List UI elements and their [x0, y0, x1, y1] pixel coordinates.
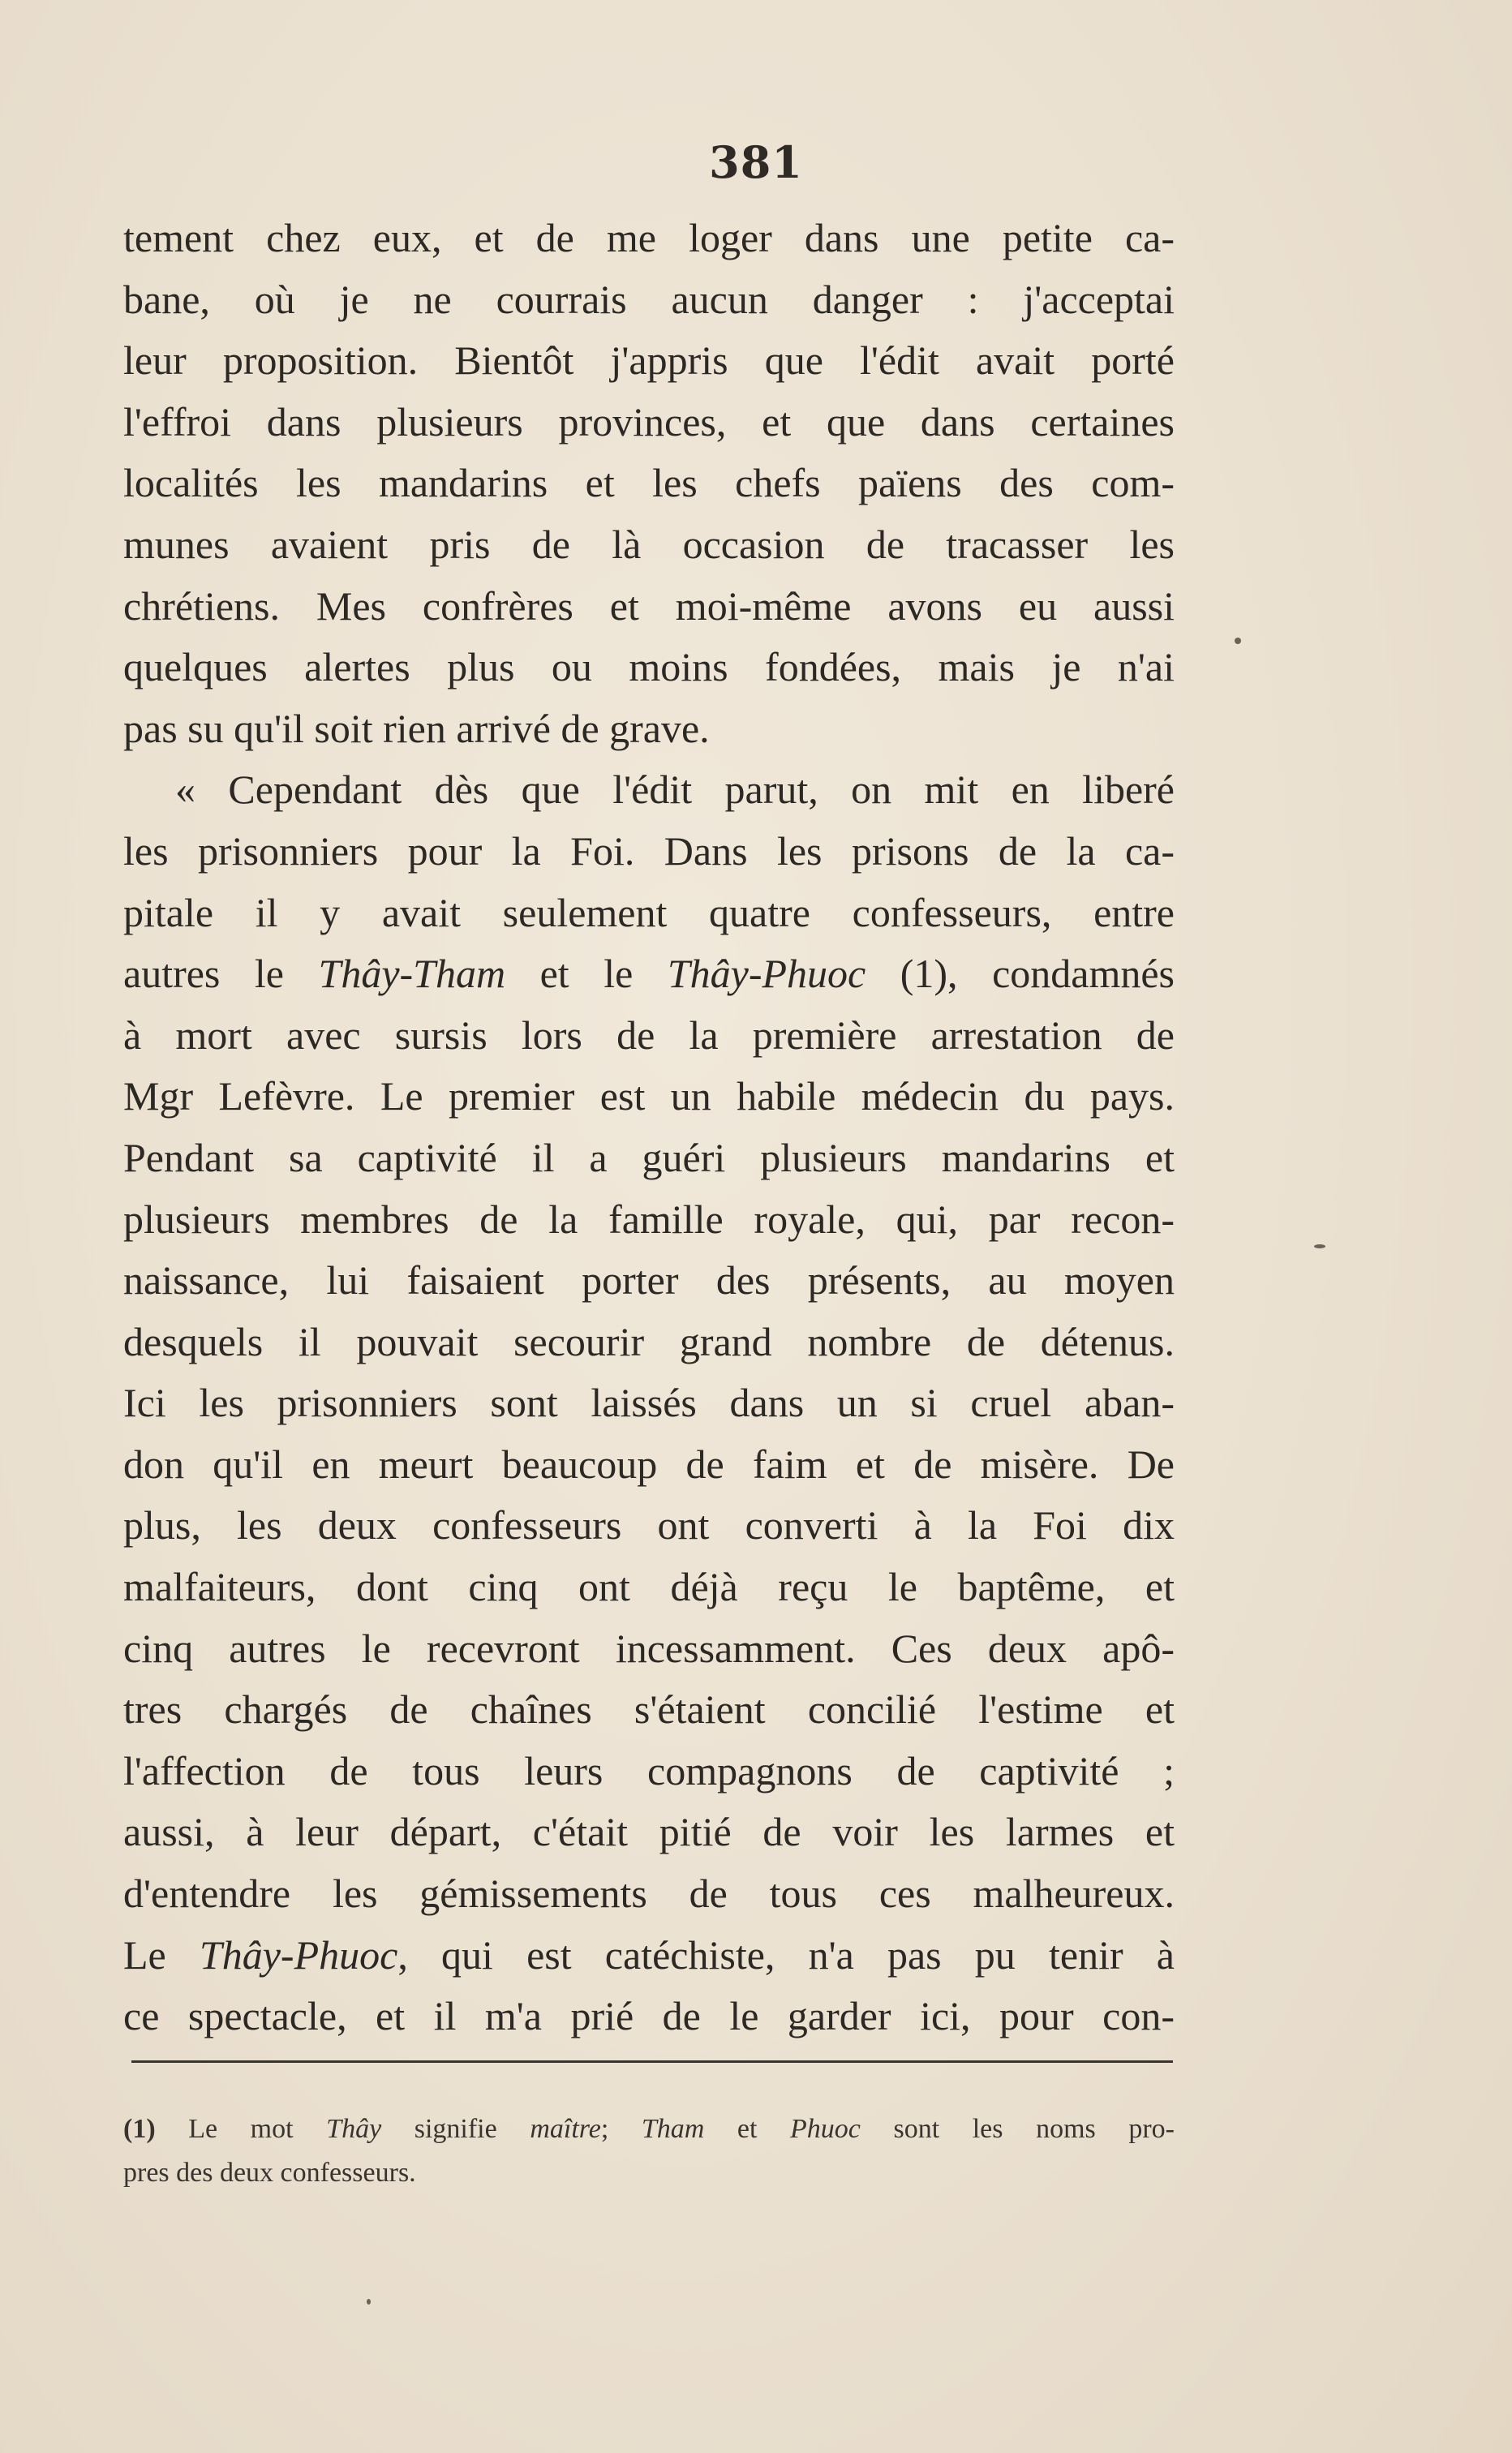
text-segment: Le — [123, 1931, 200, 1978]
text-line: don qu'il en meurt beaucoup de faim et de misère. De — [123, 1441, 1175, 1487]
footnote-line: pres des deux confesseurs. — [123, 2158, 416, 2188]
word-phuoc: Phuoc — [790, 2114, 861, 2144]
text-line: leur proposition. Bientôt j'appris que l'édit avait porté — [123, 337, 1175, 384]
text-line: malfaiteurs, dont cinq ont déjà reçu le baptême, et — [123, 1564, 1175, 1610]
open-quote: « — [175, 767, 195, 813]
text-line: l'affection de tous leurs compagnons de captivité ; — [123, 1747, 1175, 1794]
speck — [367, 2299, 371, 2305]
text-line: l'effroi dans plusieurs provinces, et que dans certaines — [123, 398, 1175, 445]
text-line: munes avaient pris de là occasion de tracasser les — [123, 521, 1175, 567]
text-segment: , qui est catéchiste, n'a pas pu tenir à — [397, 1931, 1175, 1978]
text-line: pas su qu'il soit rien arrivé de grave. — [123, 705, 710, 751]
name-thay-phuoc: Thây-Phuoc — [667, 951, 866, 997]
text-segment: Cependant dès que l'édit parut, on mit en liberé — [228, 767, 1175, 813]
footnote-line — [123, 2107, 1175, 2151]
text-line: Ici les prisonniers sont laissés dans un si cruel aban- — [123, 1380, 1175, 1426]
speck — [1314, 1244, 1325, 1248]
text-segment: et le — [505, 951, 668, 997]
text-line: plus, les deux confesseurs ont converti à la Foi dix — [123, 1502, 1175, 1549]
footnote-reference: (1), condamnés — [866, 951, 1175, 997]
text-line: d'entendre les gémissements de tous ces malheureux. — [123, 1871, 1175, 1917]
text-line: à mort avec sursis lors de la première arrestation de — [123, 1012, 1175, 1058]
text-line: localités les mandarins et les chefs païens des com- — [123, 460, 1175, 506]
text-line: plusieurs membres de la famille royale, qui, par recon- — [123, 1196, 1175, 1242]
text-line: ce spectacle, et il m'a prié de le garder ici, pour con- — [123, 1993, 1175, 2039]
name-thay-phuoc: Thây-Phuoc — [199, 1931, 398, 1978]
text-line: naissance, lui faisaient porter des présents, au moyen — [123, 1257, 1175, 1304]
paragraph-start-line — [123, 759, 1175, 821]
word-thay: Thây — [326, 2114, 382, 2144]
text-line: chrétiens. Mes confrères et moi-même avons eu aussi — [123, 582, 1175, 629]
text-line-with-name — [123, 1925, 1175, 1987]
footnote — [123, 2107, 1175, 2195]
name-thay-tham: Thây-Tham — [318, 951, 506, 997]
text-line: Mgr Lefèvre. Le premier est un habile médecin du pays. — [123, 1073, 1175, 1119]
page-number: 381 — [709, 136, 803, 188]
text-segment: signifie — [381, 2114, 530, 2144]
text-line: quelques alertes plus ou moins fondées, mais je n'ai — [123, 644, 1175, 690]
text-line: les prisonniers pour la Foi. Dans les prisons de la ca- — [123, 827, 1175, 874]
text-line: Pendant sa captivité il a guéri plusieurs mandarins et — [123, 1134, 1175, 1180]
text-line: aussi, à leur départ, c'était pitié de voir les larmes et — [123, 1809, 1175, 1855]
footnote-rule — [131, 2060, 1173, 2063]
text-segment: sont les noms pro- — [860, 2114, 1175, 2144]
footnote-marker: (1) — [123, 2114, 156, 2144]
text-line: cinq autres le recevront incessamment. Ces deux apô- — [123, 1625, 1175, 1671]
text-line: tres chargés de chaînes s'étaient concilié l'estime et — [123, 1686, 1175, 1733]
word-maitre: maître — [530, 2114, 601, 2144]
body-text — [123, 208, 1175, 2047]
text-segment: autres le — [123, 951, 319, 997]
text-segment: Le mot — [155, 2114, 327, 2144]
text-line-with-names — [123, 943, 1175, 1005]
text-segment: ; — [600, 2114, 642, 2144]
text-line: desquels il pouvait secourir grand nombre de détenus. — [123, 1318, 1175, 1364]
text-line: tement chez eux, et de me loger dans une petite ca- — [123, 215, 1175, 260]
text-segment: et — [704, 2114, 791, 2144]
text-line: pitale il y avait seulement quatre confesseurs, entre — [123, 889, 1175, 935]
word-tham: Tham — [641, 2114, 705, 2144]
speck — [1235, 638, 1241, 644]
text-line: bane, où je ne courrais aucun danger : j'acceptai — [123, 276, 1175, 322]
